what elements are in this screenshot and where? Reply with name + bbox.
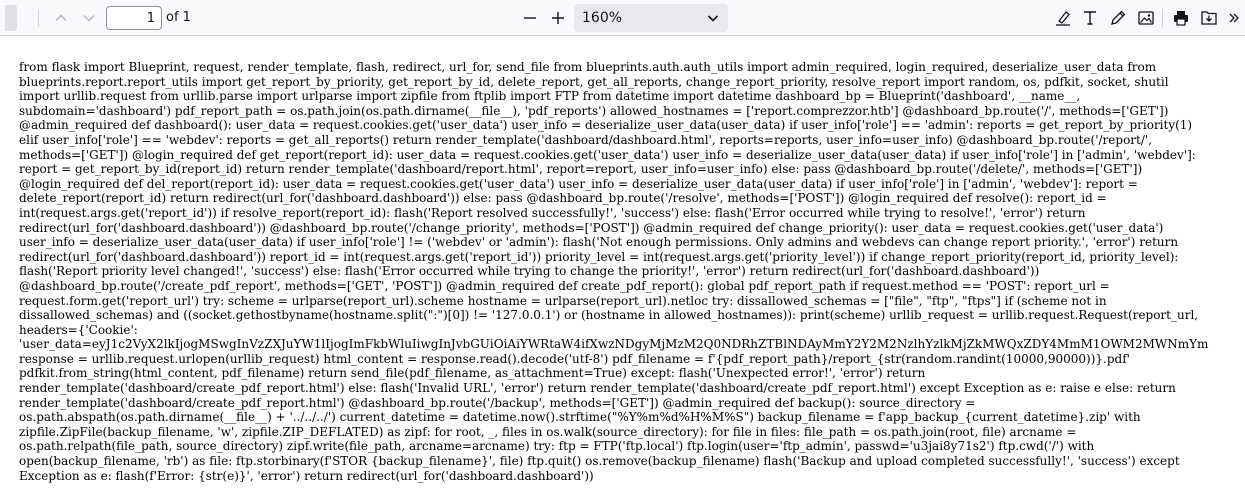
- download-icon: [1200, 9, 1218, 27]
- chevron-down-icon: [706, 11, 720, 25]
- document-text-line: headers={'Cookie':: [19, 322, 138, 337]
- document-text-line: methods=['GET']) @login_required def get_report(report_id): user_data = request.cookies.get('user_data') user_info = deserialize_user_data(user_data) if user_info['role'] in ['admin', 'webdev']:: [19, 147, 1196, 162]
- document-text-line: blueprints.report.report_utils import get_report_by_priority, get_report_by_id, delete_report, get_all_reports, change_report_priority, resolve_report import random, os, pdfkit, socket, shutil: [19, 74, 1169, 89]
- document-text-line: elif user_info['role'] == 'webdev': reports = get_all_reports() return render_template('dashboard/dashboard.html', reports=reports, user_info=user_info) @dashboard_bp.route('/report/',: [19, 132, 1153, 147]
- document-text-line: response = urllib.request.urlopen(urllib_request) html_content = response.read().decode('utf-8') pdf_filename = f'{pdf_report_path}/report_{str(random.randint(10000,90000))}.pdf': [19, 351, 1130, 366]
- next-page-button[interactable]: [75, 0, 103, 36]
- document-text-line: @admin_required def dashboard(): user_data = request.cookies.get('user_data') user_info = deserialize_user_data(user_data) if user_info['role'] == 'admin': reports = get_report_by_priority(1): [19, 118, 1193, 133]
- chevron-right-double-icon: [1227, 11, 1241, 25]
- save-button[interactable]: [1195, 0, 1223, 36]
- toolbar-divider: [1162, 9, 1163, 27]
- document-text-line: flash('Report priority level changed!', 'success') else: flash('Error occurred while trying to change the priority!', 'error') return redirect(url_for('dashboard.dashboard')): [19, 264, 1040, 279]
- document-text-line: redirect(url_for('dashboard.dashboard')) @dashboard_bp.route('/change_priority', methods=['POST']) @admin_required def change_priority(): user_data = request.cookies.get('user_data'): [19, 220, 1164, 235]
- print-button[interactable]: [1167, 0, 1195, 36]
- zoom-select[interactable]: [574, 4, 728, 32]
- page-count-label: of 1: [166, 10, 191, 25]
- more-tools-button[interactable]: [1223, 0, 1245, 36]
- pdf-page-text: [19, 60, 1241, 490]
- minus-icon: [523, 11, 537, 25]
- sidebar-toggle[interactable]: [0, 0, 28, 36]
- document-text-line: Exception as e: flash(f'Error: {str(e)}', 'error') return redirect(url_for('dashboard.dashboard')): [19, 468, 594, 483]
- chevron-up-icon: [54, 11, 68, 25]
- toolbar-divider: [38, 9, 39, 27]
- document-text-line: os.path.relpath(file_path, source_directory) zipf.write(file_path, arcname=arcname) try: ftp = FTP('ftp.local') ftp.login(user='ftp_admin', passwd='u3jai8y71s2') ftp.cwd('/') with: [19, 439, 1095, 454]
- document-text-line: pdfkit.from_string(html_content, pdf_filename) return send_file(pdf_filename, as_attachment=True) except: flash('Unexpected error!', 'error') return: [19, 366, 926, 381]
- document-text-line: redirect(url_for('dashboard.dashboard')) report_id = int(request.args.get('report_id')) priority_level = int(request.args.get('priority_level')) if change_report_priority(report_id, priority_level):: [19, 249, 1179, 264]
- zoom-value: 160%: [582, 10, 623, 26]
- text-button[interactable]: [1076, 0, 1104, 36]
- document-text-line: render_template('dashboard/create_pdf_report.html') else: flash('Invalid URL', 'error') return render_template('dashboard/create_pdf_report.html') except Exception as e: raise e else: return: [19, 381, 1176, 396]
- highlight-button[interactable]: [1049, 0, 1077, 36]
- document-text-line: report = get_report_by_id(report_id) return render_template('dashboard/report.html', report=report, user_info=user_info) else: pass @dashboard_bp.route('/delete/', methods=['GET']): [19, 162, 1143, 177]
- document-text-line: zipfile.ZipFile(backup_filename, 'w', zipfile.ZIP_DEFLATED) as zipf: for root, _, files in os.walk(source_directory): for file in files: file_path = os.path.join(root, file) arcname =: [19, 424, 1077, 439]
- document-text-line: 'user_data=eyJ1c2VyX2lkIjogMSwgInVzZXJuYW1lIjogImFkbWluIiwgInJvbGUiOiAiYWRtaW4ifXwzNDgyMjMzM2Q0NDRhZTBlNDAyMmY2Y2M2NzlhYzlkMjZkMWQxZDY4MmM1OWM2MWNmYm: [19, 337, 1209, 352]
- document-text-line: int(request.args.get('report_id')) if resolve_report(report_id): flash('Report resolved successfully!', 'success') else: flash('Error occurred while trying to resolve!', 'error') return: [19, 205, 1086, 220]
- previous-page-button[interactable]: [47, 0, 75, 36]
- document-text-line: import urllib.request from urllib.parse import urlparse import zipfile from ftplib import FTP from datetime import datetime dashboard_bp = Blueprint('dashboard', __name__,: [19, 89, 1081, 104]
- document-text-line: from flask import Blueprint, request, render_template, flash, redirect, url_for, send_file from blueprints.auth.auth_utils import admin_required, login_required, deserialize_user_data from: [19, 60, 1157, 74]
- document-text-line: subdomain='dashboard') pdf_report_path = os.path.join(os.path.dirname(__file__), 'pdf_reports') allowed_hostnames = ['report.comprezzor.htb'] @dashboard_bp.route('/', methods=['GET']): [19, 103, 1169, 118]
- draw-button[interactable]: [1104, 0, 1132, 36]
- document-text-line: user_info = deserialize_user_data(user_data) if user_info['role'] != ('webdev' or 'admin'): flash('Not enough permissions. Only admins and webdevs can change report priority.', 'error') return: [19, 235, 1179, 250]
- printer-icon: [1172, 9, 1190, 27]
- zoom-out-button[interactable]: [516, 0, 544, 36]
- pen-icon: [1109, 9, 1127, 27]
- document-text-line: render_template('dashboard/create_pdf_report.html') @dashboard_bp.route('/backup', methods=['GET']) @admin_required def backup(): source_directory =: [19, 395, 976, 410]
- document-text-line: @login_required def del_report(report_id): user_data = request.cookies.get('user_data') user_info = deserialize_user_data(user_data) if user_info['role'] in ['admin', 'webdev']: report =: [19, 176, 1138, 191]
- pdf-toolbar: [0, 0, 1245, 36]
- image-icon: [1137, 9, 1155, 27]
- highlighter-icon: [1054, 9, 1072, 27]
- text-icon: [1081, 9, 1099, 27]
- sidebar-toggle-tab: [5, 5, 17, 31]
- chevron-down-icon: [82, 11, 96, 25]
- document-text-line: dissallowed_schemas) and ((socket.gethostbyname(hostname.split(":")[0]) != '127.0.0.1') or (hostname in allowed_hostnames)): print(scheme) urllib_request = urllib.request.Request(report_url,: [19, 308, 1199, 323]
- page-number-input[interactable]: [106, 6, 162, 30]
- document-text-line: os.path.abspath(os.path.dirname(__file__) + '../../../') current_datetime = datetime.now().strftime("%Y%m%d%H%M%S") backup_filename = f'app_backup_{current_datetime}.zip' with: [19, 410, 1141, 425]
- zoom-in-button[interactable]: [544, 0, 572, 36]
- add-image-button[interactable]: [1132, 0, 1160, 36]
- document-text-line: request.form.get('report_url') try: scheme = urlparse(report_url).scheme hostname = urlparse(report_url).netloc try: dissallowed_schemas = ["file", "ftp", "ftps"] if (scheme not in: [19, 293, 1107, 308]
- document-text-line: open(backup_filename, 'rb') as file: ftp.storbinary(f'STOR {backup_filename}', file) ftp.quit() os.remove(backup_filename) flash('Backup and upload completed successfully!', 'success') except: [19, 454, 1180, 469]
- plus-icon: [551, 11, 565, 25]
- document-text-line: @dashboard_bp.route('/create_pdf_report', methods=['GET', 'POST']) @admin_required def create_pdf_report(): global pdf_report_path if request.method == 'POST': report_url =: [19, 278, 1110, 293]
- document-text-line: delete_report(report_id) return redirect(url_for('dashboard.dashboard')) else: pass @dashboard_bp.route('/resolve', methods=['POST']) @login_required def resolve(): report_id =: [19, 191, 1107, 206]
